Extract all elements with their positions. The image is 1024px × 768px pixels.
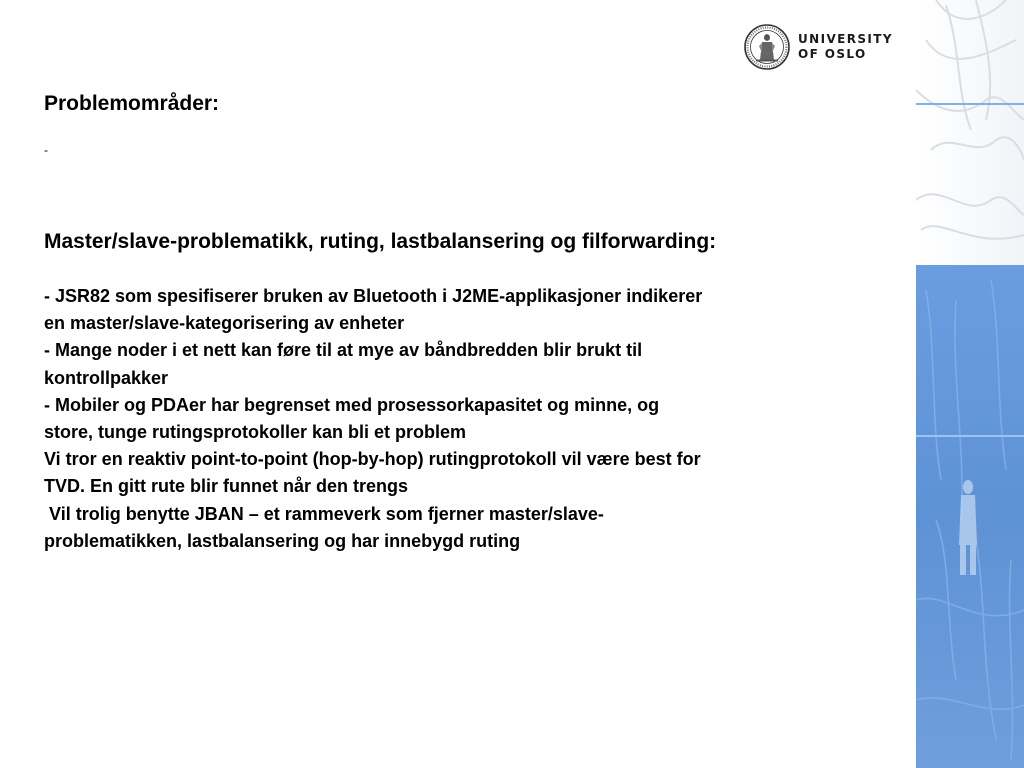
body-line: store, tunge rutingsprotokoller kan bli et problem: [44, 422, 467, 443]
logo-line-1: UNIVERSITY: [798, 32, 893, 46]
university-logo: [743, 22, 893, 72]
body-line: en master/slave-kategorisering av enheter: [44, 313, 405, 334]
slide-body-text: [44, 283, 904, 555]
university-wordmark: [798, 32, 893, 62]
body-line: - Mange noder i et nett kan føre til at mye av båndbredden blir brukt til: [44, 340, 643, 361]
body-line: TVD. En gitt rute blir funnet når den trengs: [44, 476, 409, 497]
section-heading-problem-areas: Problemområder:: [44, 92, 220, 115]
body-line: problematikken, lastbalansering og har innebygd ruting: [44, 530, 521, 551]
body-line: Vi tror en reaktiv point-to-point (hop-by-hop) rutingprotokoll vil være best for: [44, 449, 701, 470]
body-line: - Mobiler og PDAer har begrenset med prosessorkapasitet og minne, og: [44, 394, 660, 415]
body-line: Vil trolig benytte JBAN – et rammeverk som fjerner master/slave-: [44, 503, 604, 524]
body-line: - JSR82 som spesifiserer bruken av Bluetooth i J2ME-applikasjoner indikerer: [44, 286, 703, 306]
empty-bullet-dash: -: [44, 143, 48, 157]
logo-line-2: OF OSLO: [798, 47, 867, 61]
university-seal-icon: [743, 23, 791, 71]
body-line: kontrollpakker: [44, 367, 169, 388]
decorative-side-image: [916, 0, 1024, 768]
section-heading-master-slave: Master/slave-problematikk, ruting, lastbalansering og filforwarding:: [44, 230, 717, 253]
